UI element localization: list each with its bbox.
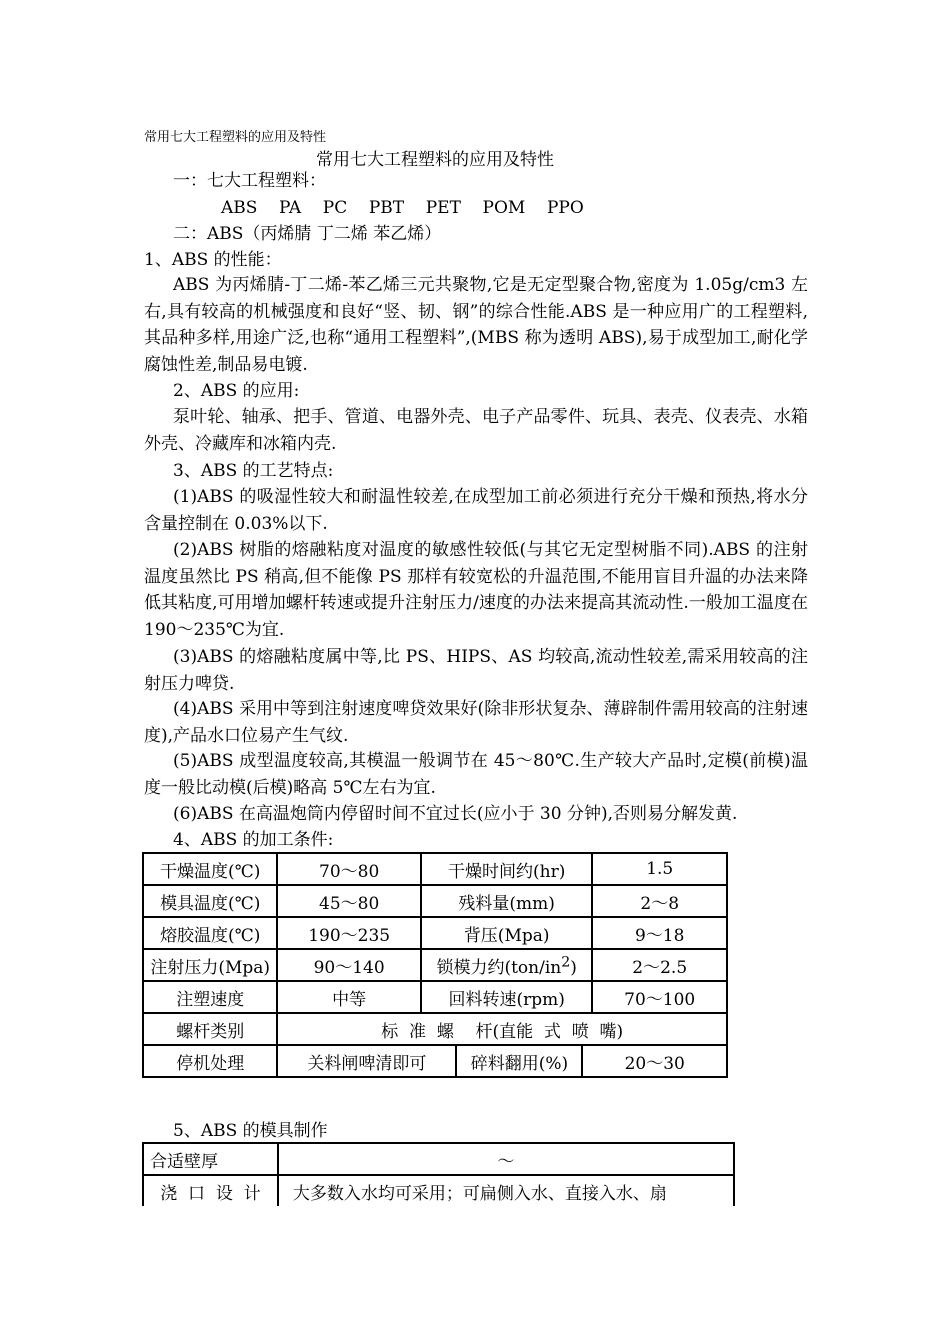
clamp-force-superscript: 2	[561, 953, 571, 970]
paragraph-process-2: (2)ABS 树脂的熔融粘度对温度的敏感性较低(与其它无定型树脂不同).ABS 的注射温度虽然比 PS 稍高,但不能像 PS 那样有较宽松的升温范围,不能用盲目升温的办法来降低其粘度,可用增加螺杆转速或提升注射压力/速度的办法来提高其流动性.一般加工温度在 190～235℃为宜.	[144, 540, 808, 640]
running-header: 常用七大工程塑料的应用及特性	[144, 130, 327, 145]
regrind-value: 20～30	[624, 1053, 685, 1074]
paragraph-performance: ABS 为丙烯腈-丁二烯-苯乙烯三元共聚物,它是无定型聚合物,密度为 1.05g/cm3 左右,具有较高的机械强度和良好“竖、韧、钢”的综合性能.ABS 是一种应用广的工程塑料,其品种多样,用途广泛,也称“通用工程塑料”,(MBS 称为透明 ABS),易于成型加工,耐化学腐蚀性差,制品易电镀.	[144, 275, 808, 375]
mold-table	[142, 1142, 735, 1206]
table-cell: 残料量(mm)	[421, 885, 593, 917]
clamp-force-close: )	[570, 957, 577, 978]
table-cell: 干燥时间约(hr)	[421, 853, 593, 885]
clamp-force-label: 锁模力约(ton/in	[436, 957, 562, 978]
doc-title: 常用七大工程塑料的应用及特性	[316, 150, 554, 170]
paragraph-process-5: (5)ABS 成型温度较高,其模温一般调节在 45～80℃.生产较大产品时,定模(前模)温度一般比动模(后模)略高 5℃左右为宜.	[144, 751, 808, 798]
table-cell: 中等	[277, 981, 420, 1013]
table-cell: 注射压力(Mpa)	[143, 949, 277, 981]
paragraph-application: 泵叶轮、轴承、把手、管道、电器外壳、电子产品零件、玩具、表壳、仪表壳、水箱外壳、冷藏库和冰箱内壳.	[144, 407, 808, 454]
plastics-list: ABS PA PC PBT PET POM PPO	[221, 198, 584, 218]
paragraph-process-4: (4)ABS 采用中等到注射速度啤贷效果好(除非形状复杂、薄辟制件需用较高的注射速度),产品水口位易产生气纹.	[144, 699, 808, 746]
table-cell: 2～2.5	[592, 949, 727, 981]
table-row	[143, 917, 727, 949]
table-row	[143, 885, 727, 917]
shutdown-value: 关料闸啤清即可	[278, 1046, 456, 1076]
table-cell: 注塑速度	[143, 981, 277, 1013]
table-cell: 45～80	[277, 885, 420, 917]
table-cell: 回料转速(rpm)	[421, 981, 593, 1013]
table-row	[143, 949, 727, 981]
heading-conditions: 4、ABS 的加工条件:	[173, 830, 334, 850]
conditions-table	[142, 852, 728, 1078]
section-heading-1: 一：七大工程塑料：	[173, 171, 326, 191]
heading-process: 3、ABS 的工艺特点:	[173, 461, 334, 481]
screw-type-label: 螺杆类别	[143, 1013, 277, 1045]
heading-mold: 5、ABS 的模具制作	[173, 1121, 328, 1141]
table-cell: 1.5	[592, 853, 727, 885]
paragraph-process-3: (3)ABS 的熔融粘度属中等,比 PS、HIPS、AS 均较高,流动性较差,需采用较高的注射压力啤贷.	[144, 647, 808, 694]
table-cell: 9～18	[592, 917, 727, 949]
table-cell: 背压(Mpa)	[421, 917, 593, 949]
table-cell: 模具温度(℃)	[143, 885, 277, 917]
table-row	[143, 853, 727, 885]
table-row	[143, 981, 727, 1013]
table-cell: 190～235	[277, 917, 420, 949]
wall-thickness-label: 合适壁厚	[143, 1143, 278, 1175]
wall-thickness-value: ～	[278, 1143, 734, 1175]
heading-performance: 1、ABS 的性能：	[144, 250, 282, 270]
table-cell: 70～100	[592, 981, 727, 1013]
table-cell: 熔胶温度(℃)	[143, 917, 277, 949]
regrind-label: 碎料翻用(%)	[456, 1046, 582, 1076]
paragraph-process-6: (6)ABS 在高温炮筒内停留时间不宜过长(应小于 30 分钟),否则易分解发黄.	[173, 804, 738, 824]
shutdown-group	[277, 1045, 727, 1077]
table-cell: 70～80	[277, 853, 420, 885]
table-row	[143, 1175, 734, 1206]
heading-application: 2、ABS 的应用:	[173, 381, 300, 401]
table-cell: 干燥温度(℃)	[143, 853, 277, 885]
table-row	[143, 1045, 727, 1077]
section-heading-2: 二：ABS（丙烯腈 丁二烯 苯乙烯）	[173, 224, 442, 244]
gate-design-label: 浇 口 设 计	[143, 1175, 278, 1206]
table-row	[143, 1143, 734, 1175]
table-row	[278, 1046, 726, 1076]
table-row	[143, 1013, 727, 1045]
table-cell: 90～140	[277, 949, 420, 981]
paragraph-process-1: (1)ABS 的吸湿性较大和耐温性较差,在成型加工前必须进行充分干燥和预热,将水分含量控制在 0.03%以下.	[144, 487, 808, 534]
shutdown-label: 停机处理	[143, 1045, 277, 1077]
table-cell: 2～8	[592, 885, 727, 917]
gate-design-value: 大多数入水均可采用；可扁侧入水、直接入水、扇	[278, 1175, 734, 1206]
screw-type-value: 标 准 螺 杆(直能 式 喷 嘴)	[277, 1013, 727, 1045]
shutdown-subtable	[278, 1046, 726, 1076]
table-cell	[421, 949, 593, 981]
